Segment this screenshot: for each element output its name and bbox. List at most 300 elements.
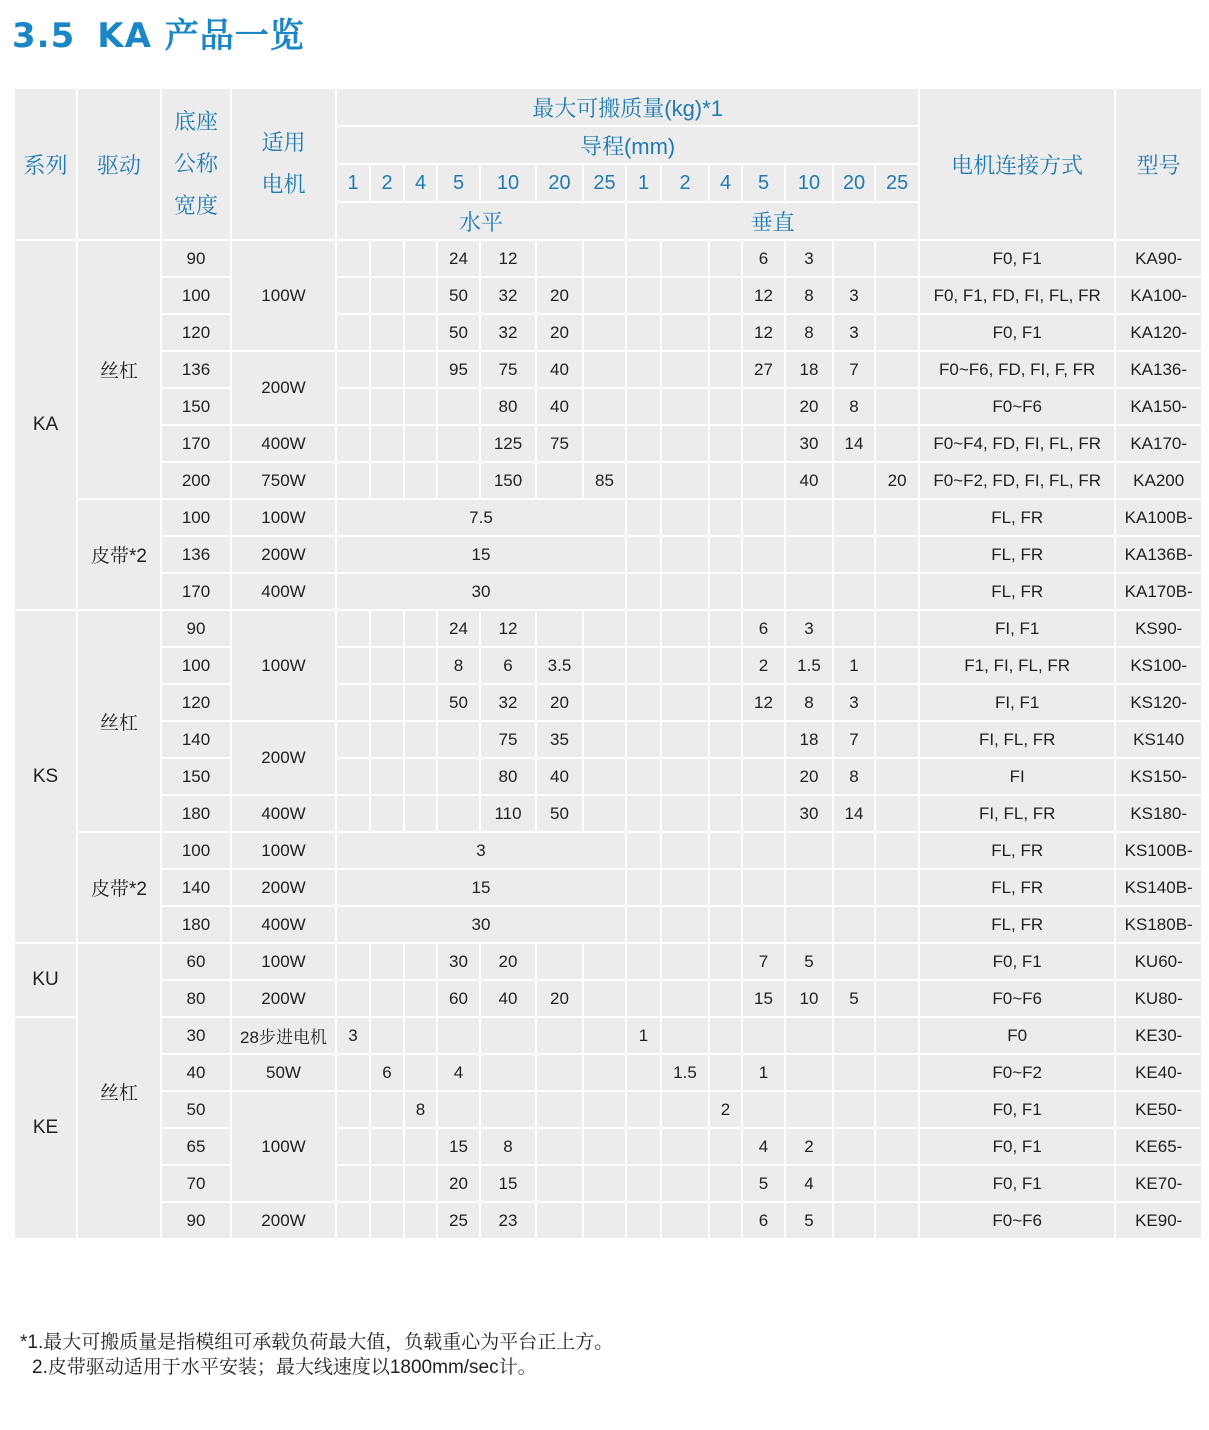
- payload-horizontal-cell: [583, 1202, 626, 1239]
- payload-vertical-cell: [785, 536, 833, 573]
- motor-cell: 200W: [231, 869, 336, 906]
- table-row: [14, 277, 1202, 314]
- base-width-cell: 140: [161, 721, 231, 758]
- payload-vertical-cell: [742, 1091, 785, 1128]
- payload-horizontal-cell: [370, 1091, 404, 1128]
- connection-cell: FI: [919, 758, 1115, 795]
- payload-horizontal-cell: 24: [437, 610, 480, 647]
- header-model: 型号: [1115, 88, 1202, 240]
- payload-vertical-cell: [626, 462, 661, 499]
- base-width-cell: 170: [161, 573, 231, 610]
- payload-horizontal-cell: 3.5: [536, 647, 583, 684]
- payload-vertical-cell: [875, 388, 919, 425]
- payload-horizontal-cell: [370, 425, 404, 462]
- model-cell: KA100B-: [1115, 499, 1202, 536]
- payload-vertical-cell: [709, 351, 742, 388]
- motor-cell: 200W: [231, 721, 336, 795]
- lead-h-5: 5: [437, 164, 480, 202]
- payload-horizontal-cell: [536, 610, 583, 647]
- payload-horizontal-cell: [480, 1091, 536, 1128]
- payload-vertical-cell: [661, 1128, 709, 1165]
- payload-horizontal-cell: 40: [536, 388, 583, 425]
- payload-horizontal-cell: [336, 1202, 370, 1239]
- payload-horizontal-cell: [370, 1165, 404, 1202]
- connection-cell: FL, FR: [919, 536, 1115, 573]
- payload-horizontal-merged: 15: [336, 869, 626, 906]
- lead-h-20: 20: [536, 164, 583, 202]
- payload-vertical-cell: [626, 1165, 661, 1202]
- payload-vertical-cell: [875, 906, 919, 943]
- payload-horizontal-cell: 32: [480, 314, 536, 351]
- payload-vertical-cell: [785, 573, 833, 610]
- payload-horizontal-cell: [536, 943, 583, 980]
- table-row: [14, 1165, 1202, 1202]
- lead-v-20: 20: [833, 164, 875, 202]
- payload-vertical-cell: [709, 240, 742, 277]
- header-base-width-line2: 公称: [173, 151, 218, 176]
- payload-vertical-cell: [661, 573, 709, 610]
- payload-vertical-cell: 20: [875, 462, 919, 499]
- payload-horizontal-cell: [336, 758, 370, 795]
- base-width-cell: 100: [161, 499, 231, 536]
- payload-horizontal-cell: [583, 684, 626, 721]
- model-cell: KS100B-: [1115, 832, 1202, 869]
- payload-vertical-cell: [709, 943, 742, 980]
- payload-horizontal-cell: [583, 943, 626, 980]
- payload-vertical-cell: [742, 388, 785, 425]
- payload-vertical-cell: [626, 906, 661, 943]
- payload-horizontal-cell: [583, 314, 626, 351]
- payload-horizontal-cell: [336, 240, 370, 277]
- payload-horizontal-cell: [583, 1165, 626, 1202]
- payload-horizontal-cell: [404, 1017, 437, 1054]
- footnote-1: *1.最大可搬质量是指模组可承载负荷最大值，负载重心为平台正上方。: [20, 1332, 614, 1353]
- payload-horizontal-cell: [370, 277, 404, 314]
- model-cell: KE30-: [1115, 1017, 1202, 1054]
- payload-vertical-cell: [709, 536, 742, 573]
- payload-vertical-cell: [626, 832, 661, 869]
- payload-vertical-cell: [626, 647, 661, 684]
- payload-horizontal-cell: [404, 462, 437, 499]
- payload-horizontal-cell: [404, 1165, 437, 1202]
- connection-cell: F0~F2: [919, 1054, 1115, 1091]
- payload-vertical-cell: [875, 721, 919, 758]
- motor-cell: 100W: [231, 499, 336, 536]
- payload-vertical-cell: 1.5: [785, 647, 833, 684]
- payload-horizontal-cell: 15: [437, 1128, 480, 1165]
- payload-horizontal-cell: [480, 1017, 536, 1054]
- motor-cell: 400W: [231, 795, 336, 832]
- payload-vertical-cell: [709, 869, 742, 906]
- payload-horizontal-cell: [437, 388, 480, 425]
- payload-horizontal-cell: [404, 425, 437, 462]
- header-series: 系列: [14, 88, 77, 240]
- payload-horizontal-cell: [336, 980, 370, 1017]
- base-width-cell: 136: [161, 351, 231, 388]
- payload-vertical-cell: [709, 277, 742, 314]
- motor-cell: 400W: [231, 425, 336, 462]
- payload-vertical-cell: [875, 758, 919, 795]
- connection-cell: F0, F1: [919, 240, 1115, 277]
- header-base-width: [161, 88, 231, 240]
- table-row: [14, 943, 1202, 980]
- payload-vertical-cell: [785, 869, 833, 906]
- base-width-cell: 90: [161, 610, 231, 647]
- payload-vertical-cell: [626, 869, 661, 906]
- payload-horizontal-cell: 20: [536, 314, 583, 351]
- table-row: [14, 980, 1202, 1017]
- payload-vertical-cell: [626, 980, 661, 1017]
- payload-horizontal-cell: [404, 758, 437, 795]
- payload-vertical-cell: [626, 240, 661, 277]
- payload-horizontal-cell: [437, 1091, 480, 1128]
- payload-vertical-cell: [709, 758, 742, 795]
- lead-h-25: 25: [583, 164, 626, 202]
- payload-horizontal-cell: [370, 1017, 404, 1054]
- payload-horizontal-cell: [583, 388, 626, 425]
- payload-vertical-cell: [709, 610, 742, 647]
- model-cell: KE90-: [1115, 1202, 1202, 1239]
- model-cell: KA120-: [1115, 314, 1202, 351]
- payload-vertical-cell: [875, 425, 919, 462]
- payload-horizontal-cell: [404, 351, 437, 388]
- payload-vertical-cell: [785, 1054, 833, 1091]
- base-width-cell: 180: [161, 795, 231, 832]
- payload-vertical-cell: [709, 795, 742, 832]
- connection-cell: F0~F6: [919, 388, 1115, 425]
- payload-vertical-cell: 4: [742, 1128, 785, 1165]
- payload-vertical-cell: [742, 832, 785, 869]
- footnote-2: 2.皮带驱动适用于水平安装；最大线速度以1800mm/sec计。: [32, 1357, 537, 1378]
- payload-vertical-cell: 7: [833, 721, 875, 758]
- model-cell: KA136-: [1115, 351, 1202, 388]
- payload-vertical-cell: 2: [742, 647, 785, 684]
- payload-vertical-cell: [875, 795, 919, 832]
- model-cell: KS90-: [1115, 610, 1202, 647]
- payload-horizontal-cell: 50: [437, 684, 480, 721]
- connection-cell: FL, FR: [919, 832, 1115, 869]
- payload-horizontal-cell: 20: [480, 943, 536, 980]
- payload-vertical-cell: [833, 1017, 875, 1054]
- payload-vertical-cell: 10: [785, 980, 833, 1017]
- connection-cell: FL, FR: [919, 499, 1115, 536]
- payload-vertical-cell: 30: [785, 425, 833, 462]
- payload-horizontal-cell: 4: [437, 1054, 480, 1091]
- payload-vertical-cell: [661, 758, 709, 795]
- payload-horizontal-cell: [336, 314, 370, 351]
- payload-horizontal-cell: 125: [480, 425, 536, 462]
- payload-vertical-cell: 8: [833, 758, 875, 795]
- payload-vertical-cell: [875, 536, 919, 573]
- payload-horizontal-cell: [437, 462, 480, 499]
- payload-vertical-cell: [709, 1202, 742, 1239]
- payload-vertical-cell: [742, 758, 785, 795]
- payload-vertical-cell: [661, 462, 709, 499]
- payload-vertical-cell: [661, 610, 709, 647]
- payload-vertical-cell: [833, 536, 875, 573]
- payload-vertical-cell: [785, 832, 833, 869]
- table-row: [14, 314, 1202, 351]
- base-width-cell: 170: [161, 425, 231, 462]
- payload-horizontal-cell: [437, 758, 480, 795]
- base-width-cell: 120: [161, 684, 231, 721]
- table-row: [14, 1128, 1202, 1165]
- payload-vertical-cell: 2: [709, 1091, 742, 1128]
- payload-vertical-cell: 12: [742, 314, 785, 351]
- payload-vertical-cell: [742, 721, 785, 758]
- table-row: [14, 684, 1202, 721]
- payload-horizontal-merged: 3: [336, 832, 626, 869]
- payload-vertical-cell: [661, 1091, 709, 1128]
- table-row: [14, 721, 1202, 758]
- header-motor-line1: 适用: [261, 130, 306, 155]
- payload-horizontal-cell: 8: [437, 647, 480, 684]
- motor-cell: 400W: [231, 573, 336, 610]
- motor-cell: 200W: [231, 351, 336, 425]
- payload-vertical-cell: 6: [742, 240, 785, 277]
- payload-vertical-cell: [626, 536, 661, 573]
- payload-vertical-cell: [709, 314, 742, 351]
- payload-vertical-cell: [661, 1202, 709, 1239]
- payload-vertical-cell: [785, 1017, 833, 1054]
- series-cell: KU: [14, 943, 77, 1017]
- table-row: [14, 425, 1202, 462]
- connection-cell: F0, F1, FD, FI, FL, FR: [919, 277, 1115, 314]
- payload-horizontal-cell: [370, 758, 404, 795]
- base-width-cell: 65: [161, 1128, 231, 1165]
- base-width-cell: 90: [161, 240, 231, 277]
- base-width-cell: 90: [161, 1202, 231, 1239]
- payload-vertical-cell: [875, 1091, 919, 1128]
- series-cell: KS: [14, 610, 77, 943]
- header-base-width-line1: 底座: [173, 109, 218, 134]
- motor-cell: 200W: [231, 1202, 336, 1239]
- payload-horizontal-cell: 50: [437, 314, 480, 351]
- payload-vertical-cell: [709, 721, 742, 758]
- base-width-cell: 200: [161, 462, 231, 499]
- motor-cell: 200W: [231, 980, 336, 1017]
- payload-horizontal-cell: 12: [480, 240, 536, 277]
- payload-vertical-cell: [661, 1017, 709, 1054]
- payload-vertical-cell: [742, 499, 785, 536]
- payload-vertical-cell: [875, 832, 919, 869]
- payload-horizontal-cell: [583, 795, 626, 832]
- table-row: [14, 573, 1202, 610]
- lead-v-10: 10: [785, 164, 833, 202]
- payload-horizontal-cell: [404, 314, 437, 351]
- table-row: [14, 499, 1202, 536]
- payload-horizontal-cell: [336, 684, 370, 721]
- product-spec-table: [13, 87, 1203, 1240]
- payload-vertical-cell: [833, 1054, 875, 1091]
- base-width-cell: 40: [161, 1054, 231, 1091]
- model-cell: KS150-: [1115, 758, 1202, 795]
- payload-vertical-cell: [875, 1054, 919, 1091]
- table-row: [14, 758, 1202, 795]
- payload-vertical-cell: [875, 980, 919, 1017]
- payload-vertical-cell: [709, 499, 742, 536]
- payload-vertical-cell: 2: [785, 1128, 833, 1165]
- payload-vertical-cell: 14: [833, 795, 875, 832]
- payload-vertical-cell: [875, 351, 919, 388]
- payload-vertical-cell: [661, 240, 709, 277]
- payload-vertical-cell: 6: [742, 610, 785, 647]
- payload-vertical-cell: [742, 462, 785, 499]
- payload-vertical-cell: [742, 425, 785, 462]
- payload-vertical-cell: 8: [785, 684, 833, 721]
- payload-vertical-cell: 8: [785, 277, 833, 314]
- payload-horizontal-cell: 32: [480, 684, 536, 721]
- model-cell: KA170B-: [1115, 573, 1202, 610]
- payload-horizontal-cell: [370, 314, 404, 351]
- payload-horizontal-cell: [583, 610, 626, 647]
- payload-horizontal-cell: [536, 1054, 583, 1091]
- payload-horizontal-cell: [336, 721, 370, 758]
- payload-vertical-cell: [626, 684, 661, 721]
- payload-horizontal-cell: [404, 684, 437, 721]
- table-row: [14, 1091, 1202, 1128]
- header-payload: 最大可搬质量(kg)*1: [336, 88, 919, 126]
- payload-vertical-cell: [833, 240, 875, 277]
- payload-vertical-cell: 18: [785, 351, 833, 388]
- payload-vertical-cell: [833, 943, 875, 980]
- payload-horizontal-cell: [437, 425, 480, 462]
- payload-horizontal-cell: [404, 240, 437, 277]
- motor-cell: 28步进电机: [231, 1017, 336, 1054]
- model-cell: KA200: [1115, 462, 1202, 499]
- payload-horizontal-cell: [336, 610, 370, 647]
- payload-horizontal-cell: [437, 1017, 480, 1054]
- table-row: [14, 1054, 1202, 1091]
- base-width-cell: 30: [161, 1017, 231, 1054]
- payload-horizontal-cell: [536, 462, 583, 499]
- lead-v-2: 2: [661, 164, 709, 202]
- base-width-cell: 70: [161, 1165, 231, 1202]
- model-cell: KA100-: [1115, 277, 1202, 314]
- payload-vertical-cell: 1: [742, 1054, 785, 1091]
- payload-vertical-cell: [661, 869, 709, 906]
- connection-cell: F0, F1: [919, 943, 1115, 980]
- table-row: [14, 1017, 1202, 1054]
- table-row: [14, 795, 1202, 832]
- payload-vertical-cell: [709, 906, 742, 943]
- model-cell: KU80-: [1115, 980, 1202, 1017]
- payload-vertical-cell: [709, 647, 742, 684]
- payload-vertical-cell: [661, 536, 709, 573]
- motor-cell: 100W: [231, 832, 336, 869]
- payload-horizontal-cell: [583, 277, 626, 314]
- payload-vertical-cell: [875, 1017, 919, 1054]
- series-cell: KA: [14, 240, 77, 610]
- payload-vertical-cell: 5: [785, 1202, 833, 1239]
- drive-cell: 丝杠: [77, 943, 161, 1239]
- header-drive: 驱动: [77, 88, 161, 240]
- base-width-cell: 100: [161, 832, 231, 869]
- section-title: KA 产品一览: [97, 16, 305, 56]
- payload-vertical-cell: [661, 906, 709, 943]
- table-row: [14, 351, 1202, 388]
- payload-vertical-cell: 1.5: [661, 1054, 709, 1091]
- base-width-cell: 150: [161, 758, 231, 795]
- table-row: [14, 1202, 1202, 1239]
- payload-horizontal-cell: [336, 351, 370, 388]
- table-row: [14, 869, 1202, 906]
- payload-horizontal-cell: [370, 240, 404, 277]
- payload-vertical-cell: [661, 684, 709, 721]
- payload-horizontal-cell: 15: [480, 1165, 536, 1202]
- model-cell: KS100-: [1115, 647, 1202, 684]
- payload-vertical-cell: [833, 610, 875, 647]
- payload-horizontal-cell: [536, 1202, 583, 1239]
- payload-horizontal-cell: [404, 388, 437, 425]
- payload-horizontal-cell: [404, 647, 437, 684]
- lead-h-4: 4: [404, 164, 437, 202]
- payload-horizontal-cell: [536, 1165, 583, 1202]
- payload-horizontal-cell: [583, 1128, 626, 1165]
- model-cell: KA90-: [1115, 240, 1202, 277]
- payload-horizontal-cell: [480, 1054, 536, 1091]
- payload-horizontal-cell: 20: [437, 1165, 480, 1202]
- payload-vertical-cell: 3: [833, 314, 875, 351]
- payload-horizontal-cell: [404, 980, 437, 1017]
- table-row: [14, 462, 1202, 499]
- payload-horizontal-cell: 40: [480, 980, 536, 1017]
- payload-horizontal-cell: [336, 795, 370, 832]
- header-base-width-line3: 宽度: [173, 193, 218, 218]
- payload-vertical-cell: [626, 1091, 661, 1128]
- payload-vertical-cell: [709, 388, 742, 425]
- payload-horizontal-cell: [583, 1017, 626, 1054]
- lead-v-4: 4: [709, 164, 742, 202]
- payload-vertical-cell: [785, 1091, 833, 1128]
- payload-horizontal-cell: 3: [336, 1017, 370, 1054]
- motor-cell: 400W: [231, 906, 336, 943]
- payload-horizontal-cell: [583, 1091, 626, 1128]
- payload-vertical-cell: [875, 943, 919, 980]
- payload-horizontal-cell: [583, 647, 626, 684]
- lead-v-25: 25: [875, 164, 919, 202]
- payload-horizontal-cell: [370, 462, 404, 499]
- payload-vertical-cell: [661, 721, 709, 758]
- motor-cell: 200W: [231, 536, 336, 573]
- payload-vertical-cell: [626, 499, 661, 536]
- payload-vertical-cell: [875, 499, 919, 536]
- payload-vertical-cell: 5: [742, 1165, 785, 1202]
- base-width-cell: 60: [161, 943, 231, 980]
- payload-horizontal-cell: 75: [536, 425, 583, 462]
- payload-horizontal-cell: 20: [536, 684, 583, 721]
- payload-vertical-cell: [626, 795, 661, 832]
- connection-cell: FI, F1: [919, 684, 1115, 721]
- payload-vertical-cell: [875, 1202, 919, 1239]
- payload-vertical-cell: [785, 906, 833, 943]
- payload-vertical-cell: [709, 1128, 742, 1165]
- payload-horizontal-cell: 20: [536, 277, 583, 314]
- payload-horizontal-cell: [437, 795, 480, 832]
- payload-horizontal-cell: [336, 943, 370, 980]
- section-number: 3.5: [12, 16, 76, 56]
- base-width-cell: 80: [161, 980, 231, 1017]
- payload-horizontal-cell: [404, 721, 437, 758]
- payload-vertical-cell: [709, 462, 742, 499]
- payload-vertical-cell: [742, 795, 785, 832]
- payload-vertical-cell: [875, 869, 919, 906]
- payload-horizontal-cell: [404, 277, 437, 314]
- connection-cell: FI, F1: [919, 610, 1115, 647]
- payload-horizontal-merged: 7.5: [336, 499, 626, 536]
- base-width-cell: 120: [161, 314, 231, 351]
- connection-cell: F0~F2, FD, FI, FL, FR: [919, 462, 1115, 499]
